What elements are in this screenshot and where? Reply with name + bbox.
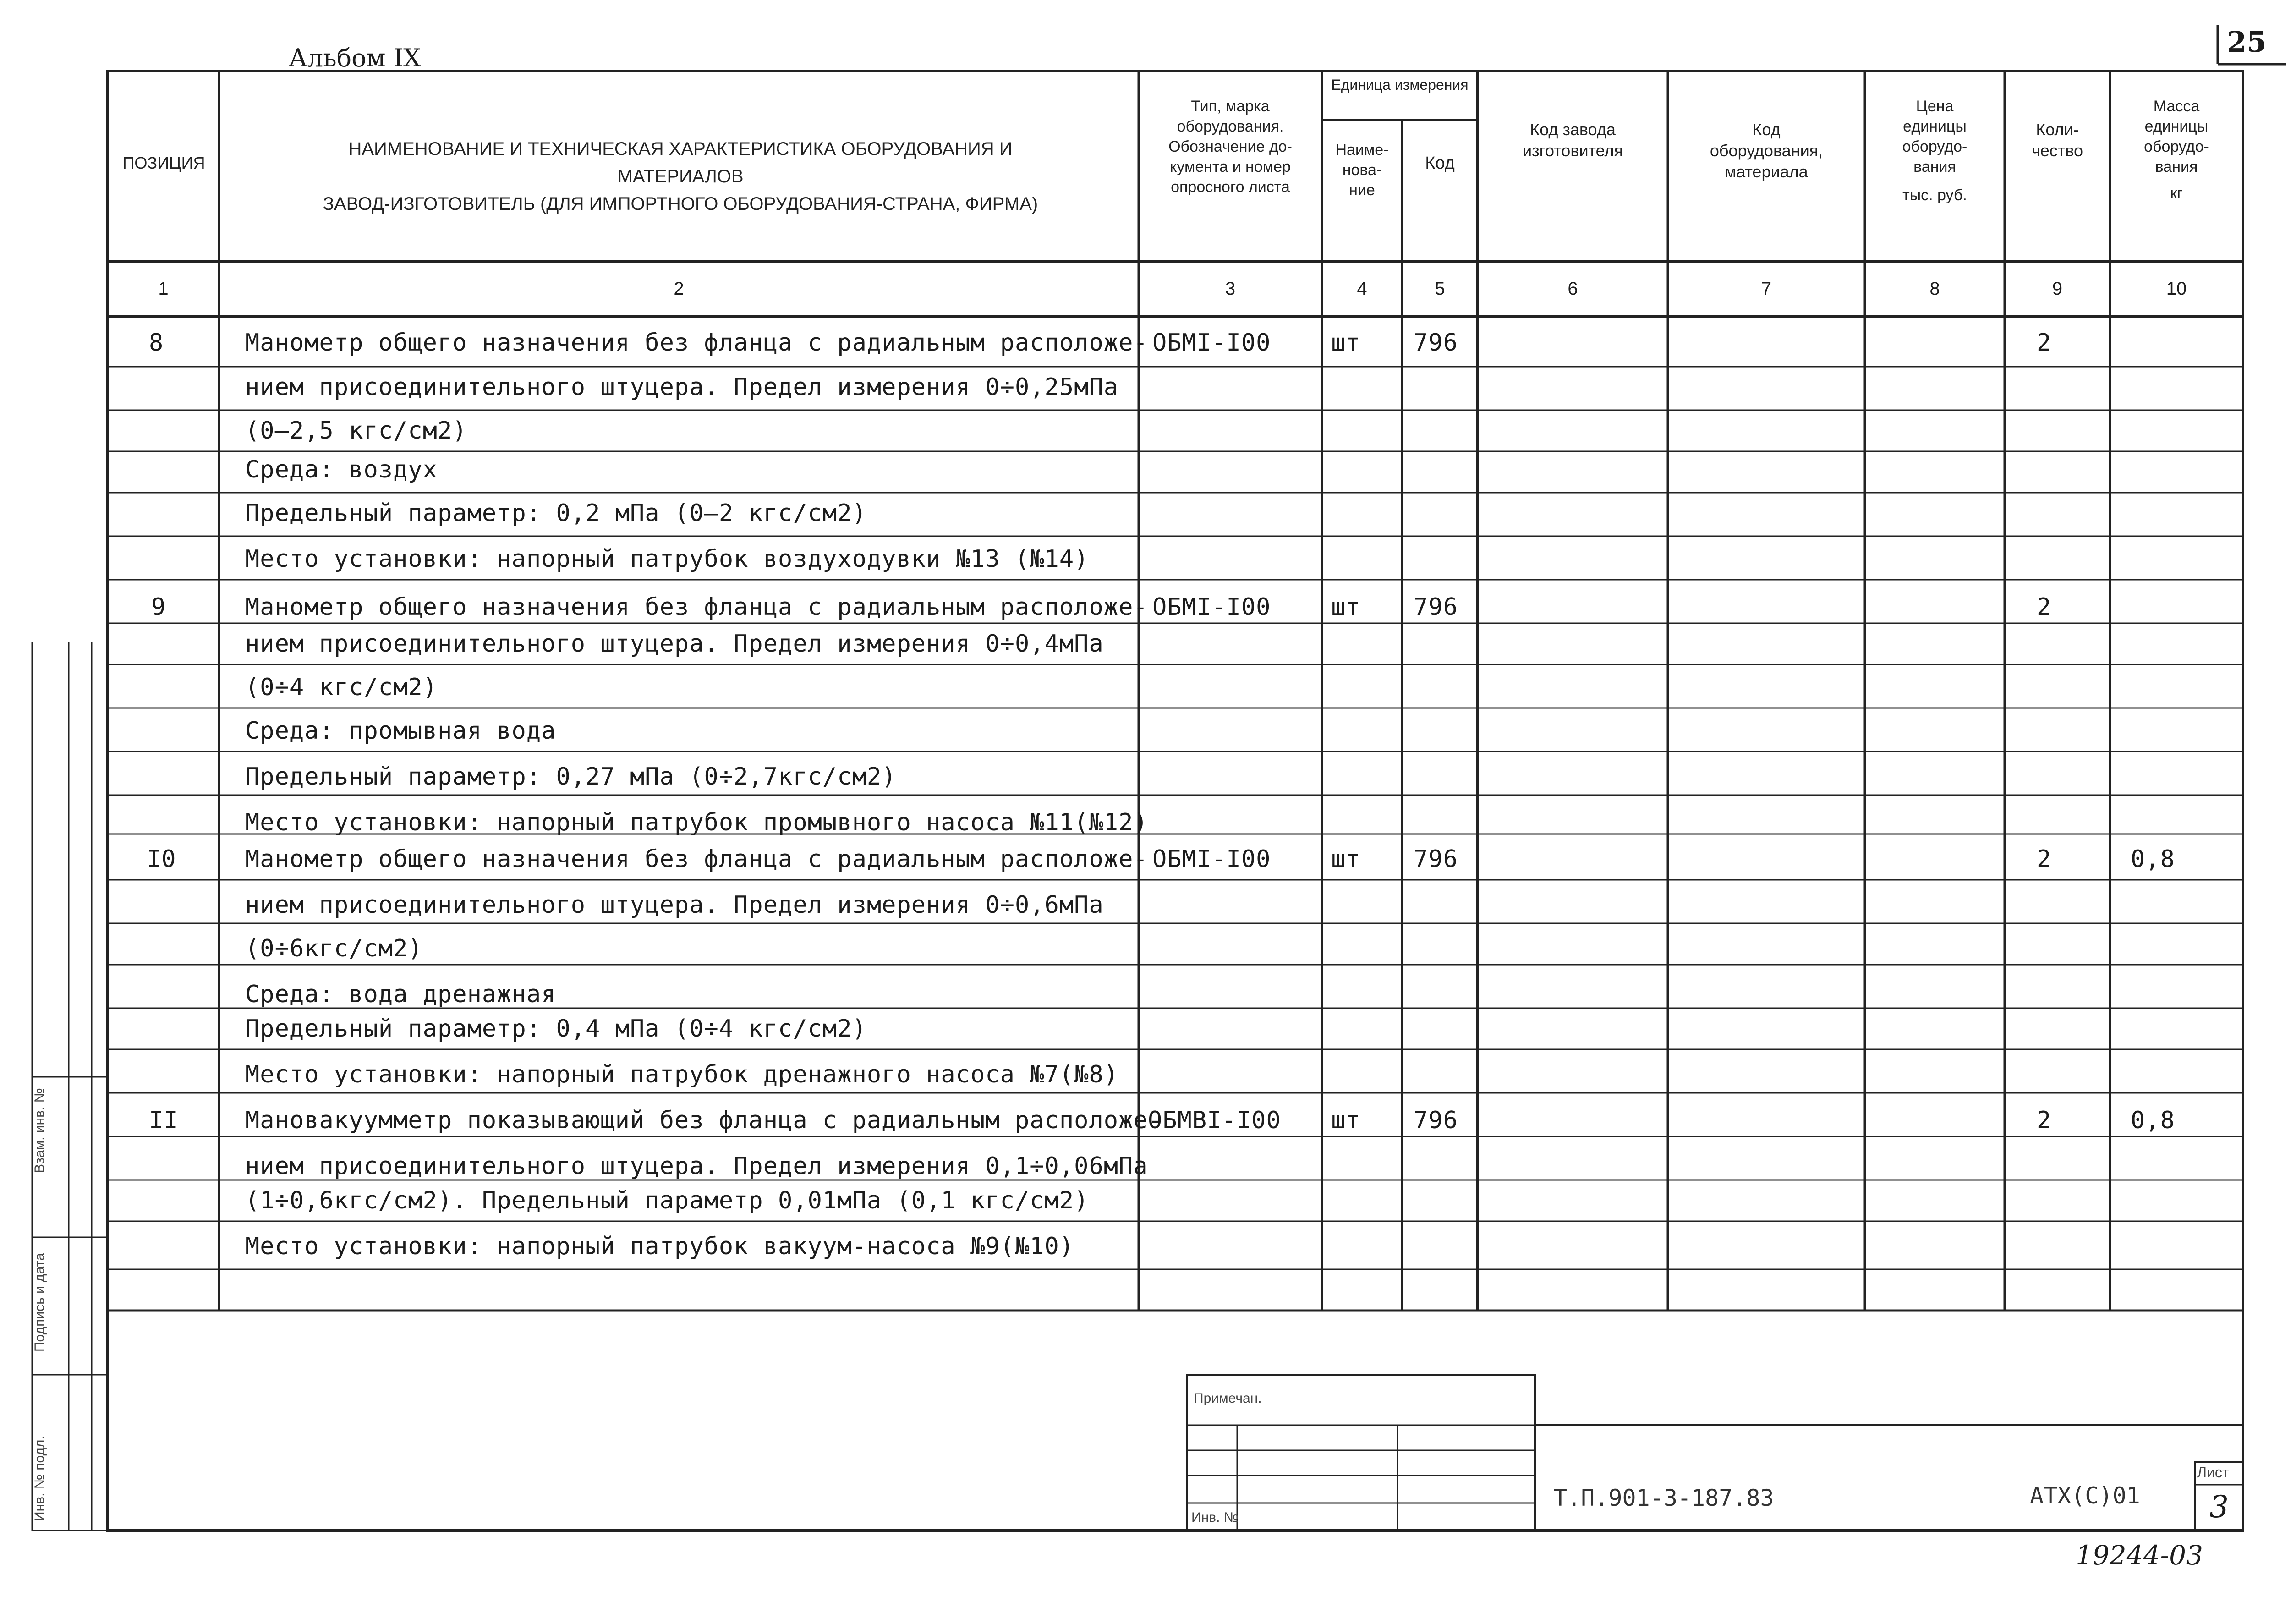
col-type-header	[1141, 96, 1320, 197]
item-desc-line: нием присоединительного штуцера. Предел измерения 0÷0,6мПа	[245, 891, 1104, 919]
col-mass-line2: единицы	[2144, 118, 2209, 135]
item-unit: шт	[1331, 845, 1361, 873]
item-desc-line: Среда: воздух	[245, 456, 438, 483]
item-quantity: 2	[2037, 593, 2052, 621]
col-mass-line1: Масса	[2153, 98, 2200, 115]
col-type-line2: оборудования.	[1177, 118, 1284, 135]
side-label-vzam: Взам. инв. №	[32, 1088, 47, 1173]
col-price-line4: вания	[1913, 158, 1956, 176]
item-unit: шт	[1331, 593, 1361, 621]
item-position: 9	[151, 593, 166, 621]
item-mass: 0,8	[2131, 1107, 2175, 1134]
item-position: I0	[147, 845, 176, 873]
project-code: Т.П.901-3-187.83	[1553, 1485, 1774, 1511]
col-unit-line2: нова-	[1342, 161, 1382, 179]
col-price-line2: единицы	[1903, 118, 1967, 135]
unit-group-header: Единица измерения	[1331, 77, 1469, 93]
col-number-1: 1	[158, 279, 169, 299]
col-number-10: 10	[2166, 279, 2187, 299]
col-code-header: Код	[1425, 154, 1455, 173]
item-desc-line: Мановакуумметр показывающий без фланца с радиальным расположе-	[245, 1107, 1163, 1134]
col-factory-code-header	[1480, 119, 1666, 161]
item-desc-line: Манометр общего назначения без фланца с радиальным расположе-	[245, 593, 1148, 621]
col-price-line5: тыс. руб.	[1902, 187, 1967, 204]
item-mass: 0,8	[2131, 845, 2175, 873]
item-code: 796	[1414, 329, 1458, 357]
item-desc-line: Среда: вода дренажная	[245, 981, 556, 1008]
item-type: ОБМI-I00	[1152, 329, 1271, 357]
item-desc-line: Среда: промывная вода	[245, 717, 556, 745]
item-desc-line: (0÷6кгс/см2)	[245, 935, 423, 962]
item-desc-line: нием присоединительного штуцера. Предел измерения 0÷0,4мПа	[245, 630, 1104, 658]
col-qty-line1: Коли-	[2036, 120, 2079, 139]
col-price-line1: Цена	[1916, 98, 1954, 115]
item-desc-line: Предельный параметр: 0,4 мПа (0÷4 кгс/см2)	[245, 1015, 867, 1042]
col-number-4: 4	[1357, 279, 1367, 299]
item-code: 796	[1414, 1107, 1458, 1134]
inventory-number: 19244-03	[2076, 1540, 2203, 1571]
item-desc-line: Место установки: напорный патрубок дренажного насоса №7(№8)	[245, 1061, 1119, 1088]
col-equip-line2: оборудования,	[1710, 141, 1823, 160]
item-desc-line: Манометр общего назначения без фланца с радиальным расположе-	[245, 845, 1148, 873]
item-position: II	[149, 1107, 179, 1134]
item-type: ОБМI-I00	[1152, 593, 1271, 621]
item-quantity: 2	[2037, 845, 2052, 873]
page-number: 25	[2227, 25, 2267, 59]
col-price-line3: оборудо-	[1902, 138, 1968, 155]
col-price-header	[1867, 96, 2002, 205]
item-quantity: 2	[2037, 1107, 2052, 1134]
col-type-line4: кумента и номер	[1170, 158, 1291, 176]
item-desc-line: Манометр общего назначения без фланца с радиальным расположе-	[245, 329, 1148, 357]
col-number-9: 9	[2052, 279, 2063, 299]
item-desc-line: нием присоединительного штуцера. Предел измерения 0÷0,25мПа	[245, 373, 1119, 401]
col-qty-line2: чество	[2031, 141, 2083, 160]
col-unit-line1: Наиме-	[1335, 141, 1389, 159]
item-desc-line: (0–2,5 кгс/см2)	[245, 417, 467, 444]
col-type-line3: Обозначение до-	[1168, 138, 1292, 155]
sheet-label: Лист	[2197, 1464, 2229, 1481]
document-code: АТХ(С)01	[2030, 1482, 2140, 1509]
col-mass-line5: кг	[2170, 185, 2183, 202]
item-code: 796	[1414, 593, 1458, 621]
col-factory-line2: изготовителя	[1523, 141, 1623, 160]
col-number-7: 7	[1761, 279, 1772, 299]
col-unit-name-header	[1324, 140, 1400, 200]
col-type-line5: опросного листа	[1171, 178, 1290, 196]
side-label-inv-podl: Инв. № подл.	[32, 1436, 47, 1521]
col-number-3: 3	[1225, 279, 1236, 299]
col-name-header	[225, 135, 1136, 218]
col-number-8: 8	[1929, 279, 1940, 299]
col-name-line3: ЗАВОД-ИЗГОТОВИТЕЛЬ (ДЛЯ ИМПОРТНОГО ОБОРУДОВАНИЯ-СТРАНА, ФИРМА)	[323, 194, 1038, 214]
album-label: Альбом IX	[289, 44, 421, 72]
item-unit: шт	[1331, 1107, 1361, 1134]
col-mass-header	[2112, 96, 2241, 203]
col-type-line1: Тип, марка	[1191, 98, 1270, 115]
col-number-6: 6	[1568, 279, 1578, 299]
item-desc-line: нием присоединительного штуцера. Предел измерения 0,1÷0,06мПа	[245, 1152, 1148, 1180]
item-desc-line: (0÷4 кгс/см2)	[245, 674, 438, 701]
col-name-line2: МАТЕРИАЛОВ	[617, 166, 744, 187]
col-unit-line3: ние	[1349, 181, 1375, 199]
col-position-header: ПОЗИЦИЯ	[122, 154, 205, 172]
col-qty-header	[2007, 119, 2108, 161]
item-unit: шт	[1331, 329, 1361, 357]
col-factory-line1: Код завода	[1530, 120, 1616, 139]
col-equip-line3: материала	[1725, 162, 1808, 181]
item-code: 796	[1414, 845, 1458, 873]
col-mass-line3: оборудо-	[2144, 138, 2209, 155]
item-type: ОБМВI-I00	[1148, 1107, 1281, 1134]
stamp-note-label: Примечан.	[1194, 1391, 1262, 1406]
col-equipment-code-header	[1670, 119, 1863, 182]
sheet-number: 3	[2209, 1489, 2229, 1525]
col-mass-line4: вания	[2155, 158, 2198, 176]
item-desc-line: Место установки: напорный патрубок промывного насоса №11(№12)	[245, 809, 1148, 836]
item-desc-line: Предельный параметр: 0,2 мПа (0–2 кгс/см2)	[245, 499, 867, 527]
item-type: ОБМI-I00	[1152, 845, 1271, 873]
item-desc-line: Место установки: напорный патрубок вакуум-насоса №9(№10)	[245, 1233, 1074, 1260]
col-name-line1: НАИМЕНОВАНИЕ И ТЕХНИЧЕСКАЯ ХАРАКТЕРИСТИКА ОБОРУДОВАНИЯ И	[348, 139, 1013, 159]
stamp-inv-label: Инв. №	[1191, 1510, 1239, 1525]
col-equip-line1: Код	[1752, 120, 1781, 139]
col-number-2: 2	[674, 279, 684, 299]
item-desc-line: Предельный параметр: 0,27 мПа (0÷2,7кгс/см2)	[245, 763, 897, 790]
side-label-podpis: Подпись и дата	[32, 1253, 47, 1352]
item-desc-line: Место установки: напорный патрубок воздуходувки №13 (№14)	[245, 545, 1089, 573]
col-number-5: 5	[1435, 279, 1445, 299]
item-desc-line: (1÷0,6кгс/см2). Предельный параметр 0,01мПа (0,1 кгс/см2)	[245, 1187, 1089, 1214]
item-position: 8	[149, 329, 164, 357]
item-quantity: 2	[2037, 329, 2052, 357]
